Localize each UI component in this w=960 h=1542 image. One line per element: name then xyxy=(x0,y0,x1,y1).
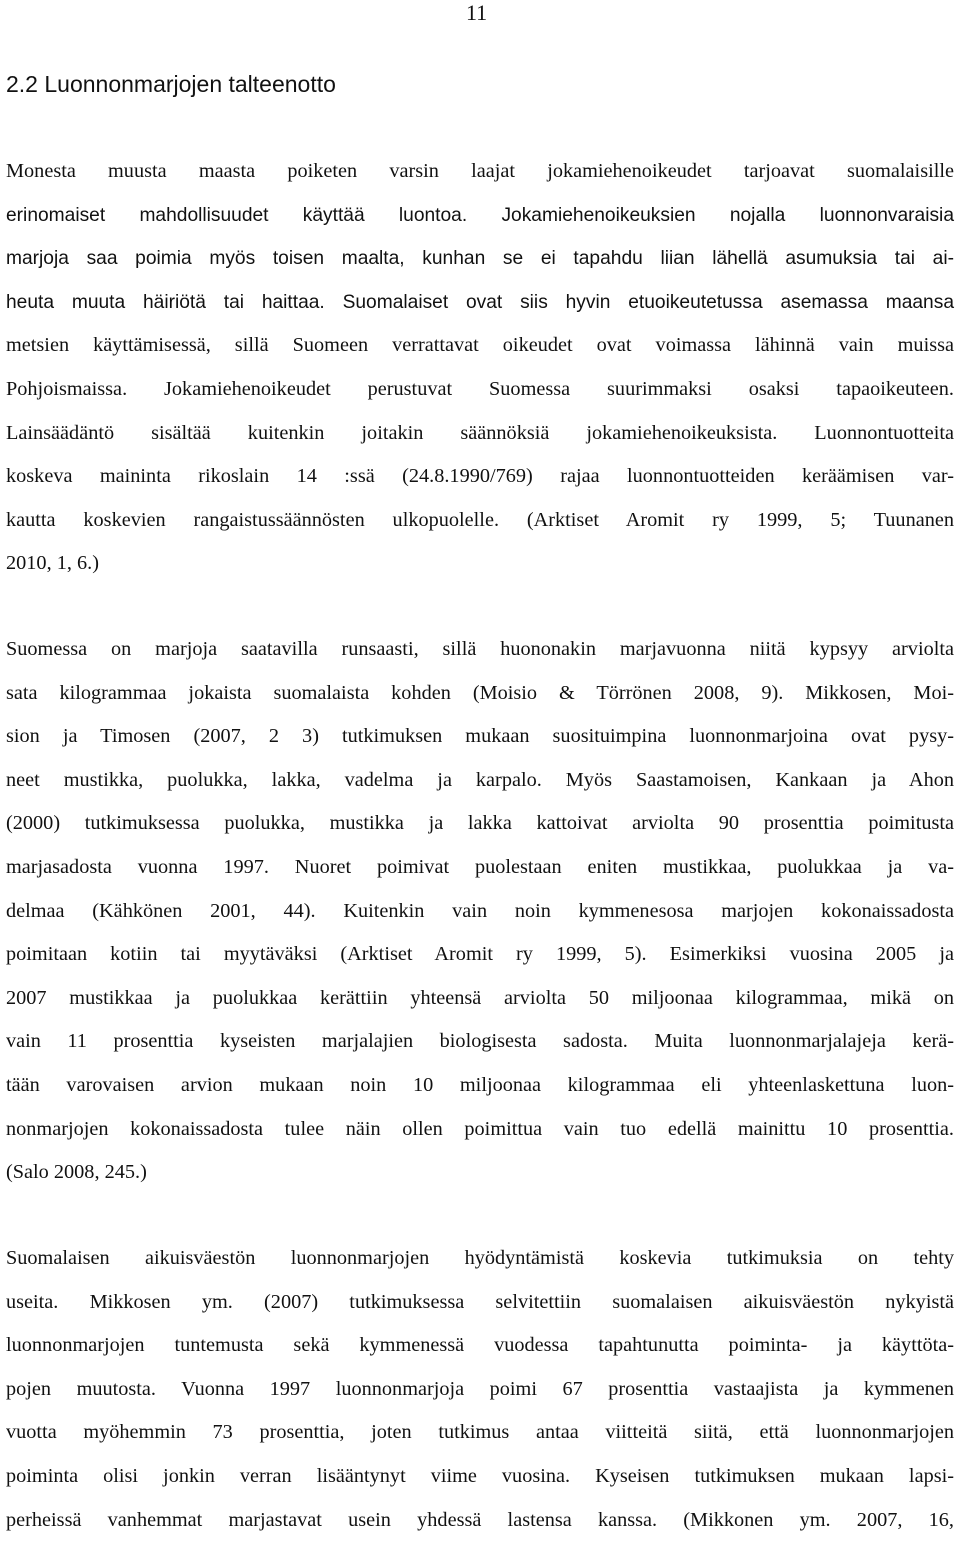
text-line: sata kilogrammaa jokaista suomalaista kohden (Moisio & Törrönen 2008, 9). Mikkosen, Moi- xyxy=(6,681,954,704)
text-line: poimitaan kotiin tai myytäväksi (Arktiset Aromit ry 1999, 5). Esimerkiksi vuosina 2005 ja xyxy=(6,943,954,966)
text-line: heuta muuta häiriötä tai haittaa. Suomalaiset ovat siis hyvin etuoikeutetussa asemassa maansa xyxy=(6,291,954,313)
text-line: tään varovaisen arvion mukaan noin 10 miljoonaa kilogrammaa eli yhteenlaskettuna luon- xyxy=(6,1073,954,1096)
text-line: kautta koskevien rangaistussäännösten ulkopuolelle. (Arktiset Aromit ry 1999, 5; Tuunanen xyxy=(6,508,954,531)
text-line: poiminta olisi jonkin verran lisääntynyt viime vuosina. Kyseisen tutkimuksen mukaan lapsi- xyxy=(6,1464,954,1487)
text-line: nonmarjojen kokonaissadosta tulee näin ollen poimittua vain tuo edellä mainittu 10 prosenttia. xyxy=(6,1117,954,1140)
text-line: Suomessa on marjoja saatavilla runsaasti, sillä huononakin marjavuonna niitä kypsyy arviolta xyxy=(6,638,954,660)
text-line: (Salo 2008, 245.) xyxy=(6,1161,147,1184)
paragraph-1 xyxy=(6,150,954,586)
text-line: sion ja Timosen (2007, 2 3) tutkimuksen mukaan suosituimpina luonnonmarjoina ovat pysy- xyxy=(6,725,954,748)
text-line: useita. Mikkosen ym. (2007) tutkimuksessa selvitettiin suomalaisen aikuisväestön nykyistä xyxy=(6,1290,954,1313)
text-line: Suomalaisen aikuisväestön luonnonmarjojen hyödyntämistä koskevia tutkimuksia on tehty xyxy=(6,1247,954,1269)
text-line: pojen muutosta. Vuonna 1997 luonnonmarjoja poimi 67 prosenttia vastaajista ja kymmenen xyxy=(6,1377,954,1400)
text-line: Lainsäädäntö sisältää kuitenkin joitakin säännöksiä jokamiehenoikeuksista. Luonnontuotteita xyxy=(6,421,954,444)
page-number: 11 xyxy=(466,0,488,25)
text-line: Pohjoismaissa. Jokamiehenoikeudet perustuvat Suomessa suurimmaksi osaksi tapaoikeuteen. xyxy=(6,377,954,400)
text-line: luonnonmarjojen tuntemusta sekä kymmenessä vuodessa tapahtunutta poiminta- ja käyttöta- xyxy=(6,1334,954,1357)
text-line: vuotta myöhemmin 73 prosenttia, joten tutkimus antaa viitteitä siitä, että luonnonmarjojen xyxy=(6,1421,954,1444)
text-line: neet mustikka, puolukka, lakka, vadelma ja karpalo. Myös Saastamoisen, Kankaan ja Ahon xyxy=(6,768,954,791)
text-line: metsien käyttämisessä, sillä Suomeen verrattavat oikeudet ovat voimassa lähinnä vain muissa xyxy=(6,334,954,357)
text-line: marjoja saa poimia myös toisen maalta, kunhan se ei tapahdu liian lähellä asumuksia tai ai- xyxy=(6,248,954,270)
text-line: delmaa (Kähkönen 2001, 44). Kuitenkin vain noin kymmenesosa marjojen kokonaissadosta xyxy=(6,899,954,922)
text-line: koskeva maininta rikoslain 14 :ssä (24.8.1990/769) rajaa luonnontuotteiden keräämisen var- xyxy=(6,465,954,488)
text-line: perheissä vanhemmat marjastavat usein yhdessä lastensa kanssa. (Mikkonen ym. 2007, 16, xyxy=(6,1508,954,1531)
paragraph-3 xyxy=(6,1237,954,1542)
paragraph-2 xyxy=(6,628,954,1195)
text-line: erinomaiset mahdollisuudet käyttää luontoa. Jokamiehenoikeuksien nojalla luonnonvaraisia xyxy=(6,204,954,226)
text-line: Monesta muusta maasta poiketen varsin laajat jokamiehenoikeudet tarjoavat suomalaisille xyxy=(6,160,954,182)
text-line: marjasadosta vuonna 1997. Nuoret poimivat puolestaan eniten mustikkaa, puolukkaa ja va- xyxy=(6,855,954,878)
text-line: 2010, 1, 6.) xyxy=(6,552,99,575)
text-line: 2007 mustikkaa ja puolukkaa kerättiin yhteensä arviolta 50 miljoonaa kilogrammaa, mikä on xyxy=(6,986,954,1009)
text-line: (2000) tutkimuksessa puolukka, mustikka ja lakka kattoivat arviolta 90 prosenttia poimitusta xyxy=(6,812,954,835)
section-heading: 2.2 Luonnonmarjojen talteenotto xyxy=(6,71,336,97)
text-line: vain 11 prosenttia kyseisten marjalajien biologisesta sadosta. Muita luonnonmarjalajeja kerä- xyxy=(6,1030,954,1053)
